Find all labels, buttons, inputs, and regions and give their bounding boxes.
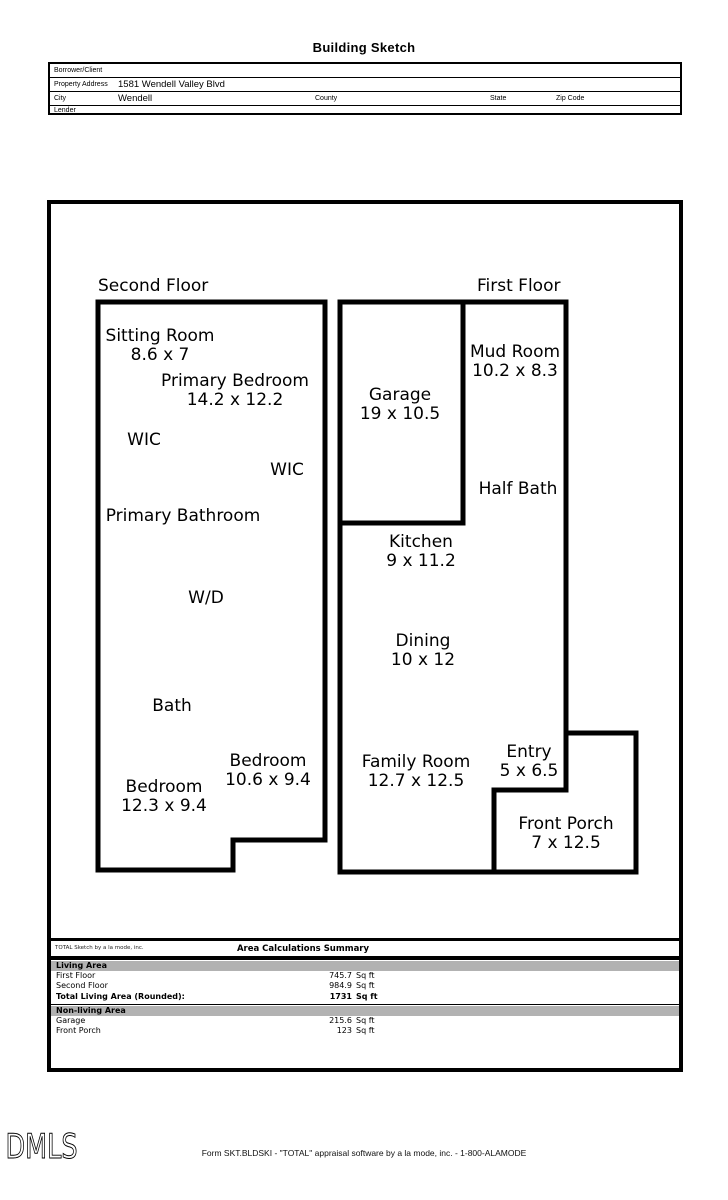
room-dims: 12.7 x 12.5 xyxy=(367,771,465,791)
page-title: Building Sketch xyxy=(312,40,416,55)
room-dims: 10.2 x 8.3 xyxy=(472,361,558,381)
dmls-logo-text: DMLS xyxy=(5,1127,78,1167)
room-label-bedroom-3 xyxy=(121,778,207,816)
room-name: Half Bath xyxy=(478,479,558,499)
lender-label: Lender xyxy=(54,107,76,114)
city-label: City xyxy=(54,95,67,102)
property-address-label: Property Address xyxy=(54,81,108,88)
summary-top-divider xyxy=(47,938,683,941)
room-label-sitting-room xyxy=(106,327,215,365)
room-name: Primary Bathroom xyxy=(105,506,261,526)
room-name: Front Porch xyxy=(518,814,614,834)
room-dims: 5 x 6.5 xyxy=(499,761,559,781)
room-label-half-bath xyxy=(479,480,558,499)
room-name: WIC xyxy=(270,460,304,480)
footer-form-id: Form SKT.BLDSKI - "TOTAL" appraisal software by a la mode, inc. - 1-800-ALAMODE xyxy=(201,1148,527,1158)
room-name: Sitting Room xyxy=(105,326,215,346)
summary-row-garage xyxy=(51,1016,679,1026)
row-unit: Sq ft xyxy=(356,971,375,980)
room-name: Bedroom xyxy=(229,751,307,771)
room-label-bedroom-2 xyxy=(225,752,311,790)
room-label-primary-bathroom xyxy=(106,507,261,526)
room-name: Family Room xyxy=(361,752,471,772)
room-label-dining xyxy=(391,632,455,670)
row-value: 123 xyxy=(336,1026,352,1035)
room-label-family-room xyxy=(362,753,471,791)
room-name: WIC xyxy=(127,430,161,450)
row-label: Total Living Area (Rounded): xyxy=(56,992,185,1001)
zip-code-label: Zip Code xyxy=(556,95,585,102)
summary-title: Area Calculations Summary xyxy=(236,944,370,954)
room-name: Entry xyxy=(506,742,552,762)
form-row-borrower xyxy=(50,64,680,78)
row-unit: Sq ft xyxy=(356,1026,375,1035)
row-value: 1731 xyxy=(329,992,352,1001)
summary-row-front-porch xyxy=(51,1026,679,1036)
form-row-city xyxy=(50,92,680,106)
form-row-property-address xyxy=(50,78,680,92)
row-label: First Floor xyxy=(56,971,96,980)
summary-thin-divider xyxy=(47,1004,683,1005)
floor-title-first: First Floor xyxy=(477,276,561,296)
room-name: Bedroom xyxy=(125,777,203,797)
room-label-primary-bedroom xyxy=(161,372,309,410)
room-dims: 9 x 11.2 xyxy=(386,551,456,571)
row-label: Garage xyxy=(56,1016,86,1025)
room-label-garage xyxy=(360,386,440,424)
room-label-wic-2 xyxy=(270,461,304,480)
summary-row-total xyxy=(51,992,679,1003)
room-dims: 10.6 x 9.4 xyxy=(225,770,311,790)
room-name: Mud Room xyxy=(469,342,561,362)
property-form xyxy=(48,62,682,115)
summary-row-first-floor xyxy=(51,971,679,981)
room-name: Garage xyxy=(368,385,432,405)
summary-section-nonliving: Non-living Area xyxy=(51,1006,679,1016)
room-dims: 8.6 x 7 xyxy=(130,345,190,365)
row-label: Front Porch xyxy=(56,1026,101,1035)
row-value: 984.9 xyxy=(329,981,352,990)
room-name: Bath xyxy=(152,696,192,716)
room-label-bath xyxy=(152,697,192,716)
room-label-kitchen xyxy=(386,533,456,571)
room-label-entry xyxy=(500,743,559,781)
form-row-lender xyxy=(50,106,680,116)
room-dims: 19 x 10.5 xyxy=(359,404,441,424)
state-label: State xyxy=(490,95,507,102)
row-label: Second Floor xyxy=(56,981,108,990)
room-label-wd xyxy=(188,589,224,608)
room-name: Primary Bedroom xyxy=(161,371,309,391)
room-name: Dining xyxy=(395,631,451,651)
row-value: 215.6 xyxy=(329,1016,352,1025)
row-unit: Sq ft xyxy=(356,1016,375,1025)
row-unit: Sq ft xyxy=(356,981,375,990)
city-value: Wendell xyxy=(118,93,153,104)
summary-branding: TOTAL Sketch by a la mode, inc. xyxy=(55,945,144,951)
borrower-label: Borrower/Client xyxy=(54,67,103,74)
room-label-front-porch xyxy=(518,815,613,853)
county-label: County xyxy=(315,95,338,102)
row-value: 745.7 xyxy=(329,971,352,980)
room-name: W/D xyxy=(188,588,224,608)
summary-thick-divider xyxy=(47,956,683,960)
floor-title-second: Second Floor xyxy=(98,276,209,296)
room-dims: 14.2 x 12.2 xyxy=(186,390,284,410)
room-label-wic-1 xyxy=(127,431,161,450)
room-dims: 7 x 12.5 xyxy=(531,833,601,853)
room-name: Kitchen xyxy=(389,532,453,552)
summary-row-second-floor xyxy=(51,981,679,991)
dmls-logo-svg xyxy=(4,1127,104,1167)
room-label-mud-room xyxy=(470,343,560,381)
property-address-value: 1581 Wendell Valley Blvd xyxy=(118,79,225,90)
summary-section-living: Living Area xyxy=(51,961,679,971)
room-dims: 12.3 x 9.4 xyxy=(121,796,207,816)
room-dims: 10 x 12 xyxy=(390,650,456,670)
row-unit: Sq ft xyxy=(356,992,378,1001)
